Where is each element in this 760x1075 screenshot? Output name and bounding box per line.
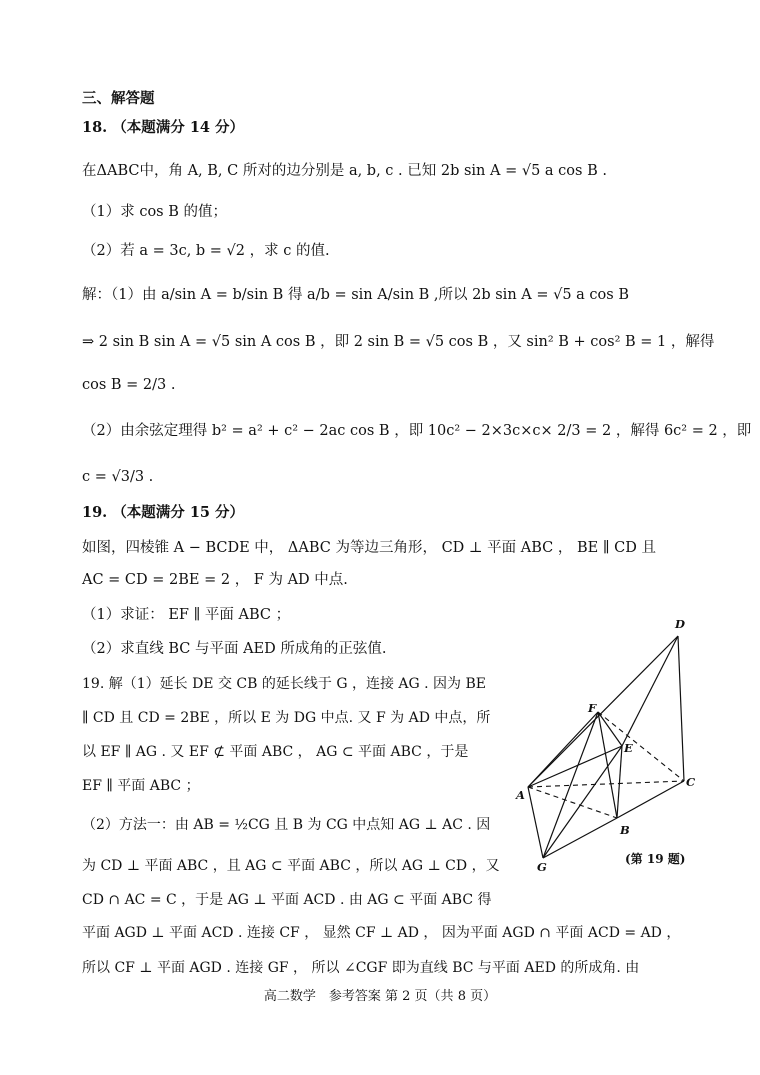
label-B: B — [620, 823, 630, 837]
problem-18-question-2: （2）若 a = 3c, b = √2 ，求 c 的值. — [82, 243, 330, 259]
section-title: 三、解答题 — [82, 90, 155, 107]
edge-D-E — [622, 636, 678, 746]
edge-A-F — [528, 712, 598, 787]
problem-19-question-1: （1）求证： EF ∥ 平面 ABC ； — [82, 607, 291, 623]
label-F: F — [588, 701, 597, 715]
edge-F-G — [543, 712, 598, 858]
page-footer: 高二数学 参考答案 第 2 页（共 8 页） — [263, 989, 497, 1004]
problem-19-solution-line-7: CD ∩ AC = C ，于是 AG ⊥ 平面 ACD . 由 AG ⊂ 平面 ABC 得 — [82, 892, 492, 908]
problem-19-solution-line-9: 所以 CF ⊥ 平面 AGD . 连接 GF ， 所以 ∠CGF 即为直线 BC 与平面 AED 的所成角. 由 — [82, 960, 640, 976]
problem-18-solution-2-line-2: c = √3/3 . — [82, 469, 154, 485]
label-E: E — [624, 741, 633, 755]
edge-A-B-dashed — [528, 787, 617, 818]
problem-18-question-1: （1）求 cos B 的值； — [82, 204, 227, 220]
label-A: A — [516, 788, 525, 802]
problem-19-solution-line-2: ∥ CD 且 CD = 2BE ，所以 E 为 DG 中点. 又 F 为 AD 中点，所 — [82, 710, 491, 726]
figure-caption: (第 19 题) — [625, 852, 686, 866]
label-D: D — [675, 617, 685, 631]
problem-19-statement-line-1: 如图，四棱锥 A − BCDE 中， ΔABC 为等边三角形， CD ⊥ 平面 ABC ， BE ∥ CD 且 — [82, 540, 656, 556]
problem-19-solution-line-6: 为 CD ⊥ 平面 ABC ，且 AG ⊂ 平面 ABC ，所以 AG ⊥ CD ，又 — [82, 858, 500, 874]
edge-A-C-dashed — [528, 781, 684, 787]
problem-19-solution-line-4: EF ∥ 平面 ABC ； — [82, 778, 200, 794]
label-G: G — [537, 860, 547, 874]
problem-18-statement: 在ΔABC中，角 A, B, C 所对的边分别是 a, b, c . 已知 2b sin A = √5 a cos B . — [82, 163, 607, 179]
problem-18-solution-1-line-3: cos B = 2/3 . — [82, 377, 176, 393]
problem-19-solution-line-1: 19. 解（1）延长 DE 交 CB 的延长线于 G ，连接 AG . 因为 BE — [82, 676, 487, 692]
problem-18-header: 18. （本题满分 14 分） — [82, 119, 245, 136]
edge-E-B — [617, 746, 622, 818]
problem-19-solution-line-5: （2）方法一：由 AB = ½CG 且 B 为 CG 中点知 AG ⊥ AC . 因 — [82, 817, 491, 833]
problem-19-solution-line-8: 平面 AGD ⊥ 平面 ACD . 连接 CF ， 显然 CF ⊥ AD ， 因为平面 AGD ∩ 平面 ACD = AD ， — [82, 925, 681, 941]
problem-18-solution-1-line-2: ⇒ 2 sin B sin A = √5 sin A cos B ，即 2 sin B = √5 cos B ，又 sin² B + cos² B = 1 ，解得 — [82, 334, 715, 350]
label-C: C — [686, 775, 696, 789]
problem-19-solution-line-3: 以 EF ∥ AG . 又 EF ⊄ 平面 ABC ， AG ⊂ 平面 ABC ，于是 — [82, 744, 469, 760]
edge-B-C — [617, 781, 684, 818]
edge-A-G — [528, 787, 543, 858]
edge-F-B — [598, 712, 617, 818]
edge-D-C — [678, 636, 684, 781]
edge-F-C-dashed — [598, 712, 684, 781]
problem-19-header: 19. （本题满分 15 分） — [82, 504, 245, 521]
edge-G-B — [543, 818, 617, 858]
problem-19-question-2: （2）求直线 BC 与平面 AED 所成角的正弦值. — [82, 641, 387, 657]
problem-18-solution-2-line-1: （2）由余弦定理得 b² = a² + c² − 2ac cos B ，即 10c² − 2×3c×c× 2/3 = 2 ，解得 6c² = 2 ，即 — [82, 423, 752, 439]
problem-18-solution-1-line-1: 解：（1）由 a/sin A = b/sin B 得 a/b = sin A/sin B ,所以 2b sin A = √5 a cos B — [82, 287, 629, 303]
problem-19-statement-line-2: AC = CD = 2BE = 2 ， F 为 AD 中点. — [82, 572, 348, 588]
edge-A-D — [528, 636, 678, 787]
